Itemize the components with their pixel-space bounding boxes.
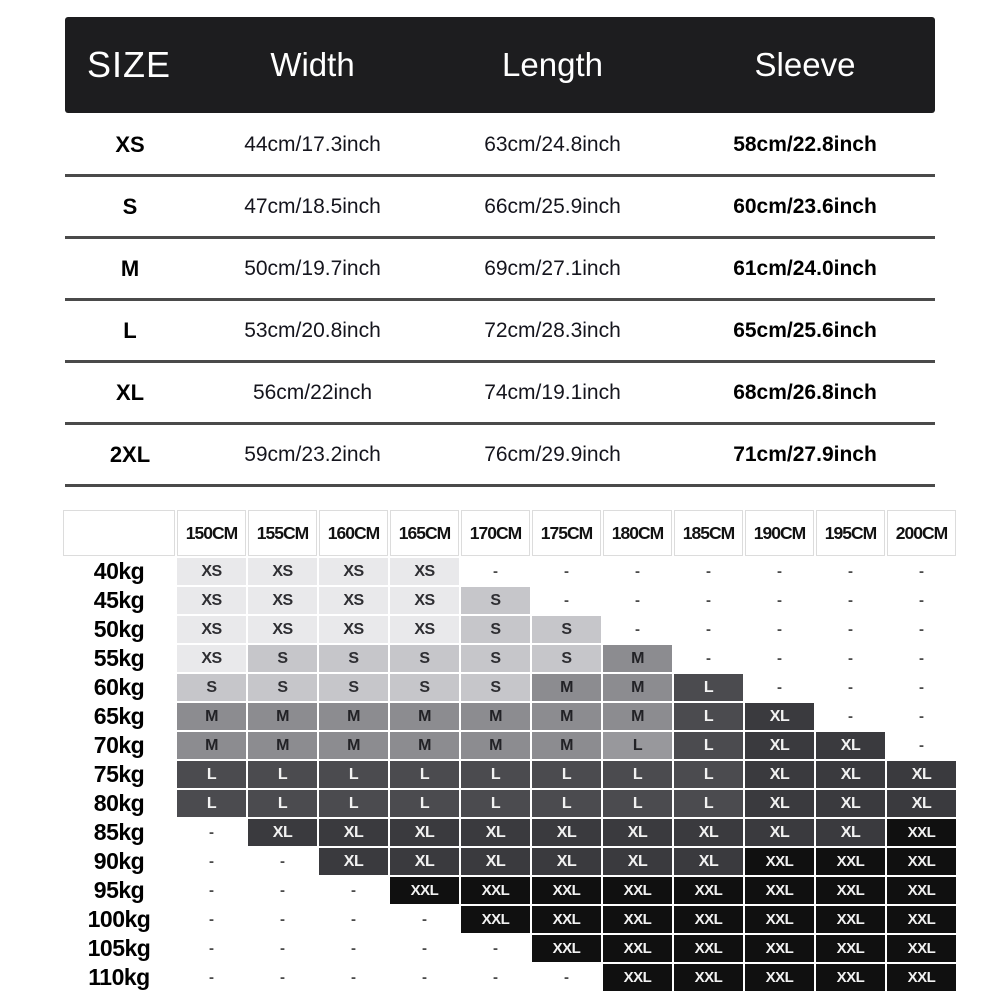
matrix-cell: - xyxy=(887,732,956,759)
width-value: 44cm/17.3inch xyxy=(244,132,381,156)
matrix-row xyxy=(63,906,956,933)
matrix-cell: M xyxy=(319,732,388,759)
matrix-cell: - xyxy=(745,645,814,672)
matrix-cell: XXL xyxy=(745,877,814,904)
length-value: 66cm/25.9inch xyxy=(484,194,621,218)
matrix-cell: XXL xyxy=(674,906,743,933)
width-value: 50cm/19.7inch xyxy=(244,256,381,280)
matrix-cell: - xyxy=(816,645,885,672)
length-value: 69cm/27.1inch xyxy=(484,256,621,280)
matrix-cell: - xyxy=(177,877,246,904)
matrix-cell: - xyxy=(674,616,743,643)
weight-row-header: 45kg xyxy=(63,587,175,614)
sleeve-value: 68cm/26.8inch xyxy=(733,380,877,404)
matrix-cell: M xyxy=(532,674,601,701)
matrix-cell: XL xyxy=(887,790,956,817)
matrix-cell: - xyxy=(461,558,530,585)
size-label: S xyxy=(122,193,138,219)
matrix-cell: L xyxy=(674,732,743,759)
matrix-cell: XL xyxy=(745,732,814,759)
matrix-cell: XS xyxy=(177,616,246,643)
matrix-cell: S xyxy=(177,674,246,701)
matrix-cell: M xyxy=(248,732,317,759)
matrix-cell: XL xyxy=(461,848,530,875)
matrix-cell: - xyxy=(319,906,388,933)
matrix-cell: XXL xyxy=(674,935,743,962)
matrix-cell: - xyxy=(248,848,317,875)
matrix-row xyxy=(63,645,956,672)
width-value: 59cm/23.2inch xyxy=(244,442,381,466)
matrix-cell: XL xyxy=(390,819,459,846)
height-column-header: 180CM xyxy=(603,510,672,556)
matrix-cell: XL xyxy=(745,819,814,846)
weight-row-header: 105kg xyxy=(63,935,175,962)
size-label: 2XL xyxy=(109,441,151,467)
matrix-cell: XXL xyxy=(816,877,885,904)
weight-row-header: 75kg xyxy=(63,761,175,788)
matrix-cell: XL xyxy=(674,819,743,846)
sleeve-value: 61cm/24.0inch xyxy=(733,256,877,280)
weight-row-header: 110kg xyxy=(63,964,175,991)
matrix-cell: - xyxy=(177,964,246,991)
width-value: 47cm/18.5inch xyxy=(244,194,381,218)
matrix-row xyxy=(63,732,956,759)
size-table-row xyxy=(65,301,935,363)
matrix-cell: L xyxy=(248,761,317,788)
height-column-header: 165CM xyxy=(390,510,459,556)
matrix-cell: XL xyxy=(816,732,885,759)
matrix-cell: - xyxy=(177,906,246,933)
matrix-cell: - xyxy=(177,935,246,962)
matrix-cell: - xyxy=(674,558,743,585)
matrix-cell: S xyxy=(532,616,601,643)
matrix-cell: XL xyxy=(674,848,743,875)
matrix-cell: M xyxy=(603,645,672,672)
sleeve-value: 65cm/25.6inch xyxy=(733,318,877,342)
matrix-cell: L xyxy=(674,790,743,817)
matrix-cell: - xyxy=(887,558,956,585)
matrix-cell: - xyxy=(319,964,388,991)
height-column-header: 185CM xyxy=(674,510,743,556)
matrix-cell: M xyxy=(461,732,530,759)
matrix-cell: S xyxy=(390,645,459,672)
matrix-cell: - xyxy=(603,587,672,614)
matrix-cell: S xyxy=(319,645,388,672)
matrix-cell: XXL xyxy=(887,964,956,991)
weight-row-header: 95kg xyxy=(63,877,175,904)
matrix-cell: XL xyxy=(816,761,885,788)
matrix-cell: - xyxy=(887,703,956,730)
matrix-cell: XL xyxy=(319,819,388,846)
matrix-cell: XXL xyxy=(603,877,672,904)
height-column-header: 190CM xyxy=(745,510,814,556)
matrix-cell: M xyxy=(177,703,246,730)
weight-row-header: 90kg xyxy=(63,848,175,875)
height-weight-matrix xyxy=(61,508,958,993)
size-table xyxy=(65,17,935,487)
matrix-cell: M xyxy=(390,732,459,759)
matrix-row xyxy=(63,790,956,817)
matrix-cell: - xyxy=(745,558,814,585)
matrix-cell: XS xyxy=(248,558,317,585)
matrix-cell: L xyxy=(177,790,246,817)
width-value: 53cm/20.8inch xyxy=(244,318,381,342)
matrix-cell: M xyxy=(603,674,672,701)
matrix-cell: XS xyxy=(390,558,459,585)
matrix-cell: L xyxy=(674,674,743,701)
size-label: M xyxy=(120,255,140,281)
matrix-cell: XXL xyxy=(887,906,956,933)
size-table-header xyxy=(65,17,935,113)
matrix-cell: - xyxy=(674,645,743,672)
matrix-cell: - xyxy=(461,935,530,962)
matrix-cell: M xyxy=(603,703,672,730)
weight-row-header: 100kg xyxy=(63,906,175,933)
matrix-cell: - xyxy=(390,935,459,962)
matrix-cell: XXL xyxy=(674,877,743,904)
matrix-cell: XL xyxy=(603,819,672,846)
matrix-cell: XL xyxy=(816,790,885,817)
matrix-row xyxy=(63,703,956,730)
matrix-cell: M xyxy=(532,703,601,730)
matrix-cell: XL xyxy=(745,703,814,730)
matrix-cell: - xyxy=(248,906,317,933)
height-column-header: 200CM xyxy=(887,510,956,556)
matrix-cell: XXL xyxy=(887,848,956,875)
matrix-cell: L xyxy=(532,790,601,817)
length-value: 76cm/29.9inch xyxy=(484,442,621,466)
matrix-cell: L xyxy=(390,761,459,788)
matrix-cell: - xyxy=(816,703,885,730)
height-column-header: 175CM xyxy=(532,510,601,556)
matrix-cell: S xyxy=(461,674,530,701)
matrix-cell: - xyxy=(248,964,317,991)
matrix-cell: XXL xyxy=(816,964,885,991)
matrix-cell: L xyxy=(603,790,672,817)
matrix-cell: M xyxy=(532,732,601,759)
matrix-cell: XXL xyxy=(603,906,672,933)
matrix-row xyxy=(63,616,956,643)
matrix-cell: XXL xyxy=(461,906,530,933)
matrix-cell: - xyxy=(390,906,459,933)
matrix-cell: XL xyxy=(248,819,317,846)
matrix-cell: - xyxy=(745,587,814,614)
matrix-cell: L xyxy=(674,761,743,788)
weight-row-header: 55kg xyxy=(63,645,175,672)
matrix-cell: S xyxy=(248,674,317,701)
matrix-cell: - xyxy=(603,616,672,643)
matrix-cell: XS xyxy=(390,587,459,614)
matrix-cell: - xyxy=(603,558,672,585)
matrix-cell: - xyxy=(816,587,885,614)
matrix-cell: - xyxy=(745,616,814,643)
matrix-row xyxy=(63,674,956,701)
matrix-cell: XL xyxy=(532,819,601,846)
matrix-cell: S xyxy=(248,645,317,672)
matrix-cell: XXL xyxy=(887,877,956,904)
matrix-cell: XS xyxy=(177,558,246,585)
size-label: XS xyxy=(115,131,145,157)
matrix-cell: XXL xyxy=(816,906,885,933)
matrix-cell: L xyxy=(603,761,672,788)
matrix-cell: - xyxy=(248,935,317,962)
weight-row-header: 80kg xyxy=(63,790,175,817)
matrix-cell: XXL xyxy=(745,848,814,875)
matrix-cell: - xyxy=(745,674,814,701)
matrix-cell: - xyxy=(816,558,885,585)
matrix-row xyxy=(63,848,956,875)
matrix-cell: XXL xyxy=(532,935,601,962)
matrix-cell: L xyxy=(177,761,246,788)
matrix-corner-cell xyxy=(63,510,175,556)
matrix-cell: XXL xyxy=(603,964,672,991)
matrix-cell: XXL xyxy=(887,819,956,846)
matrix-cell: - xyxy=(319,935,388,962)
matrix-cell: S xyxy=(532,645,601,672)
matrix-cell: XXL xyxy=(532,906,601,933)
matrix-cell: XS xyxy=(319,558,388,585)
matrix-row xyxy=(63,587,956,614)
matrix-header-row xyxy=(63,510,956,556)
matrix-cell: L xyxy=(319,790,388,817)
matrix-cell: XXL xyxy=(461,877,530,904)
matrix-cell: L xyxy=(603,732,672,759)
matrix-cell: XL xyxy=(745,790,814,817)
matrix-cell: - xyxy=(532,587,601,614)
matrix-cell: - xyxy=(887,645,956,672)
matrix-cell: XL xyxy=(390,848,459,875)
matrix-cell: - xyxy=(532,964,601,991)
matrix-cell: XS xyxy=(248,616,317,643)
matrix-cell: L xyxy=(532,761,601,788)
matrix-cell: XS xyxy=(248,587,317,614)
weight-row-header: 40kg xyxy=(63,558,175,585)
height-column-header: 170CM xyxy=(461,510,530,556)
matrix-cell: XXL xyxy=(532,877,601,904)
size-table-row xyxy=(65,177,935,239)
height-column-header: 160CM xyxy=(319,510,388,556)
height-weight-table xyxy=(61,508,958,993)
weight-row-header: 60kg xyxy=(63,674,175,701)
matrix-cell: S xyxy=(461,587,530,614)
matrix-cell: XS xyxy=(177,645,246,672)
matrix-cell: XXL xyxy=(887,935,956,962)
matrix-cell: - xyxy=(319,877,388,904)
size-label: XL xyxy=(115,379,145,405)
matrix-row xyxy=(63,964,956,991)
matrix-cell: L xyxy=(319,761,388,788)
matrix-cell: XL xyxy=(745,761,814,788)
size-table-row xyxy=(65,363,935,425)
matrix-cell: XXL xyxy=(603,935,672,962)
matrix-cell: XXL xyxy=(745,964,814,991)
matrix-cell: - xyxy=(177,848,246,875)
matrix-cell: - xyxy=(177,819,246,846)
matrix-cell: XL xyxy=(461,819,530,846)
size-table-header-size: SIZE xyxy=(87,44,172,85)
matrix-cell: XXL xyxy=(745,935,814,962)
matrix-cell: L xyxy=(248,790,317,817)
matrix-cell: XS xyxy=(177,587,246,614)
size-table-header-width: Width xyxy=(270,46,355,83)
matrix-row xyxy=(63,761,956,788)
sleeve-value: 71cm/27.9inch xyxy=(733,442,877,466)
matrix-cell: XXL xyxy=(390,877,459,904)
matrix-cell: XXL xyxy=(745,906,814,933)
matrix-cell: M xyxy=(177,732,246,759)
size-table-row xyxy=(65,115,935,177)
matrix-cell: L xyxy=(674,703,743,730)
height-column-header: 195CM xyxy=(816,510,885,556)
length-value: 63cm/24.8inch xyxy=(484,132,621,156)
matrix-cell: XL xyxy=(532,848,601,875)
matrix-cell: XS xyxy=(319,587,388,614)
matrix-cell: S xyxy=(461,645,530,672)
matrix-cell: - xyxy=(816,616,885,643)
matrix-cell: S xyxy=(390,674,459,701)
matrix-cell: XXL xyxy=(816,848,885,875)
size-table-header-sleeve: Sleeve xyxy=(754,46,856,83)
matrix-row xyxy=(63,558,956,585)
weight-row-header: 65kg xyxy=(63,703,175,730)
height-column-header: 155CM xyxy=(248,510,317,556)
matrix-cell: - xyxy=(887,674,956,701)
matrix-cell: S xyxy=(319,674,388,701)
matrix-cell: - xyxy=(887,616,956,643)
matrix-cell: XL xyxy=(816,819,885,846)
weight-row-header: 50kg xyxy=(63,616,175,643)
length-value: 74cm/19.1inch xyxy=(484,380,621,404)
matrix-cell: - xyxy=(887,587,956,614)
matrix-cell: M xyxy=(319,703,388,730)
matrix-cell: - xyxy=(674,587,743,614)
matrix-cell: XL xyxy=(887,761,956,788)
matrix-cell: - xyxy=(816,674,885,701)
matrix-cell: - xyxy=(248,877,317,904)
weight-row-header: 70kg xyxy=(63,732,175,759)
matrix-cell: XS xyxy=(319,616,388,643)
matrix-row xyxy=(63,877,956,904)
width-value: 56cm/22inch xyxy=(252,380,373,404)
matrix-cell: XL xyxy=(319,848,388,875)
matrix-cell: L xyxy=(461,761,530,788)
height-column-header: 150CM xyxy=(177,510,246,556)
matrix-cell: L xyxy=(390,790,459,817)
matrix-cell: XS xyxy=(390,616,459,643)
matrix-cell: - xyxy=(532,558,601,585)
sleeve-value: 60cm/23.6inch xyxy=(733,194,877,218)
matrix-cell: - xyxy=(390,964,459,991)
matrix-cell: XL xyxy=(603,848,672,875)
matrix-cell: XXL xyxy=(816,935,885,962)
matrix-cell: M xyxy=(248,703,317,730)
matrix-cell: L xyxy=(461,790,530,817)
matrix-cell: M xyxy=(461,703,530,730)
length-value: 72cm/28.3inch xyxy=(484,318,621,342)
size-label: L xyxy=(123,317,137,343)
sleeve-value: 58cm/22.8inch xyxy=(733,132,877,156)
matrix-row xyxy=(63,935,956,962)
size-table-row xyxy=(65,239,935,301)
matrix-cell: - xyxy=(461,964,530,991)
size-table-row xyxy=(65,425,935,487)
size-table-header-length: Length xyxy=(502,46,603,83)
matrix-row xyxy=(63,819,956,846)
size-table-rows xyxy=(65,115,935,487)
matrix-cell: XXL xyxy=(674,964,743,991)
matrix-cell: S xyxy=(461,616,530,643)
matrix-cell: M xyxy=(390,703,459,730)
weight-row-header: 85kg xyxy=(63,819,175,846)
